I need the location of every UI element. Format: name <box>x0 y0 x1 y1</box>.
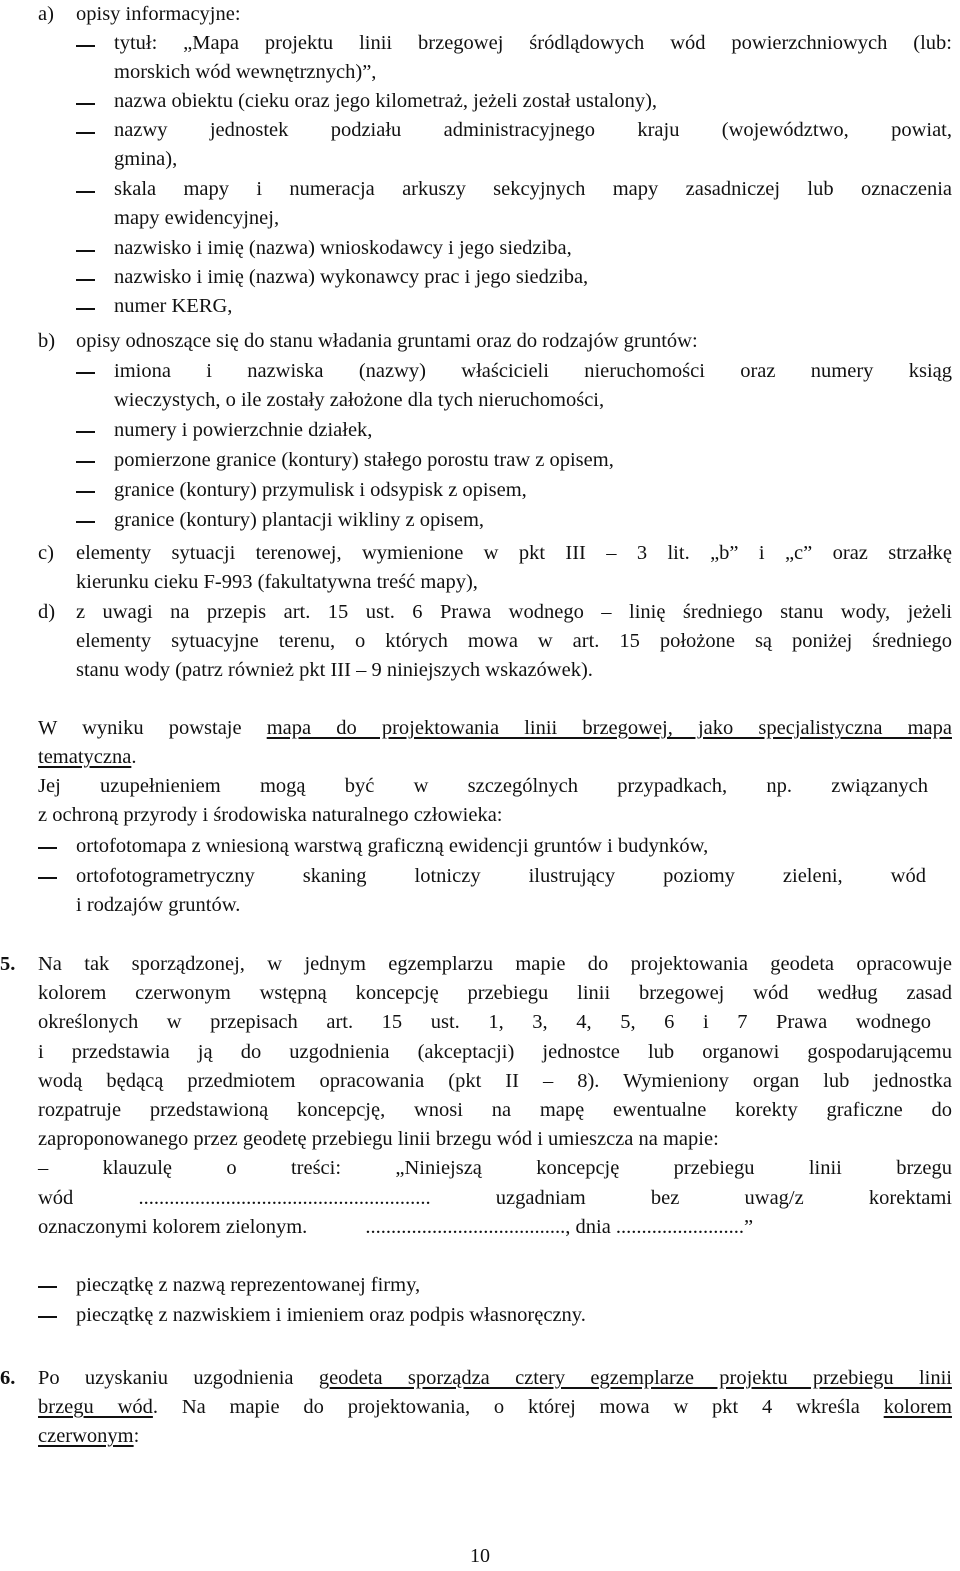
section-c-label: c) <box>38 542 54 564</box>
point-6-underlined-text: geodeta sporządza cztery egzemplarze projektu przebiegu linii <box>318 1367 952 1389</box>
list-item: nazwisko i imię (nazwa) wnioskodawcy i jego siedziba, <box>114 237 572 259</box>
list-item: imiona i nazwiska (nazwy) właścicieli nieruchomości oraz numery ksiąg wieczystych, o ile zostały założone dla tych nieruchomości, <box>114 360 952 412</box>
bullet-dash <box>76 191 95 193</box>
section-b-title: opisy odnoszące się do stanu władania gruntami oraz do rodzajów gruntów: <box>76 330 698 352</box>
bullet-dash <box>76 521 95 523</box>
bullet-dash <box>38 1286 57 1288</box>
list-item: skala mapy i numeracja arkuszy sekcyjnych mapy zasadniczej lub oznaczenia mapy ewidencyjnej, <box>114 178 952 230</box>
result-underlined-text: tematyczna <box>38 746 132 769</box>
list-item: nazwy jednostek podziału administracyjnego kraju (województwo, powiat, gmina), <box>114 119 952 171</box>
section-b-label: b) <box>38 330 56 352</box>
bullet-dash <box>76 279 95 281</box>
point-6-underlined-text: brzegu wód <box>38 1396 153 1419</box>
section-a-title: opisy informacyjne: <box>76 3 241 25</box>
section-d-label: d) <box>38 601 56 623</box>
list-item: numer KERG, <box>114 295 233 317</box>
list-item: nazwa obiektu (cieku oraz jego kilometraż, jeżeli został ustalony), <box>114 90 658 112</box>
bullet-dash <box>76 132 95 134</box>
list-item: tytuł: „Mapa projektu linii brzegowej śródlądowych wód powierzchniowych (lub: morskich wód wewnętrznych)”, <box>114 32 952 84</box>
result-underlined-text: mapa do projektowania linii brzegowej, jako specjalistyczna mapa <box>266 717 952 739</box>
bullet-dash <box>76 372 95 374</box>
point-6-text: Po uzyskaniu uzgodnienia geodeta sporządza cztery egzemplarze projektu przebiegu linii brzegu wód. Na mapie do projektowania, o której mowa w pkt 4 wkreśla kolorem czerwonym: <box>38 1367 952 1448</box>
point-6-underlined-text: kolorem <box>883 1396 952 1419</box>
bullet-dash <box>76 431 95 433</box>
clause-line: ......................................., dnia .........................” <box>365 1215 754 1238</box>
page-number: 10 <box>470 1545 490 1567</box>
clause-line: – klauzulę o treści: „Niniejszą koncepcję przebiegu linii brzegu <box>38 1157 952 1180</box>
list-item: pieczątkę z nazwą reprezentowanej firmy, <box>76 1274 421 1296</box>
list-item: pieczątkę z nazwiskiem i imieniem oraz podpis własnoręczny. <box>76 1304 586 1326</box>
list-item: pomierzone granice (kontury) stałego porostu traw z opisem, <box>114 449 614 471</box>
bullet-dash <box>38 1316 57 1318</box>
bullet-dash <box>76 491 95 493</box>
bullet-dash <box>38 847 57 849</box>
supplement-paragraph: Jej uzupełnieniem mogą być w szczególnych przypadkach, np. związanych z ochroną przyrody i środowiska naturalnego człowieka: <box>38 775 928 827</box>
list-item: numery i powierzchnie działek, <box>114 419 373 441</box>
bullet-dash <box>76 461 95 463</box>
point-6-underlined-text: czerwonym <box>38 1425 134 1448</box>
clause-line: oznaczonymi kolorem zielonym. <box>38 1215 308 1238</box>
clause-line: wód ......................................................... uzgadniam bez uwag/z korektami <box>38 1186 952 1209</box>
bullet-dash <box>76 45 95 47</box>
bullet-dash <box>38 877 57 879</box>
list-item: granice (kontury) przymulisk i odsypisk z opisem, <box>114 479 527 501</box>
section-c-text: elementy sytuacji terenowej, wymienione w pkt III – 3 lit. „b” i „c” oraz strzałkę kierunku cieku F-993 (fakultatywna treść mapy), <box>76 542 952 594</box>
section-a-label: a) <box>38 3 54 25</box>
point-5-text: Na tak sporządzonej, w jednym egzemplarzu mapie do projektowania geodeta opracowuje kolorem czerwonym wstępną koncepcję przebiegu linii brzegowej wód według zasad określonych w przepisach art. 15 ust. 1, 3, 4, 5, 6 i 7 Prawa wodnego i przedstawia ją do uzgodnienia (akceptacji) jednostce lub organowi gospodarującemu wodą będącą przedmiotem opracowania (pkt II – 8). Wymieniony organ lub jednostka rozpatruje przedstawioną koncepcję, wnosi na mapę ewentualne korekty graficzne do zaproponowanego przez geodetę przebiegu linii brzegu wód i umieszcza na mapie: – klauzulę o treści: „Niniejszą koncepcję przebiegu linii brzegu wód ......................................................... uzgadniam bez uwag/z korektami oznaczonymi kolorem zielonym. ......................................., dnia .........................” <box>38 953 952 1238</box>
point-5-number: 5. <box>0 953 16 975</box>
bullet-dash <box>76 250 95 252</box>
list-item: ortofotogrametryczny skaning lotniczy ilustrujący poziomy zieleni, wód i rodzajów gruntów. <box>76 865 926 917</box>
bullet-dash <box>76 103 95 105</box>
result-paragraph: W wyniku powstaje mapa do projektowania linii brzegowej, jako specjalistyczna mapa tematyczna. <box>38 717 952 769</box>
list-item: nazwisko i imię (nazwa) wykonawcy prac i jego siedziba, <box>114 266 589 288</box>
bullet-dash <box>76 308 95 310</box>
list-item: ortofotomapa z wniesioną warstwą graficzną ewidencji gruntów i budynków, <box>76 835 709 857</box>
list-item: granice (kontury) plantacji wikliny z opisem, <box>114 509 485 531</box>
section-d-text: z uwagi na przepis art. 15 ust. 6 Prawa wodnego – linię średniego stanu wody, jeżeli elementy sytuacyjne terenu, o których mowa w art. 15 położone są poniżej średniego stanu wody (patrz również pkt III – 9 niniejszych wskazówek). <box>76 601 952 682</box>
point-6-number: 6. <box>0 1367 16 1389</box>
